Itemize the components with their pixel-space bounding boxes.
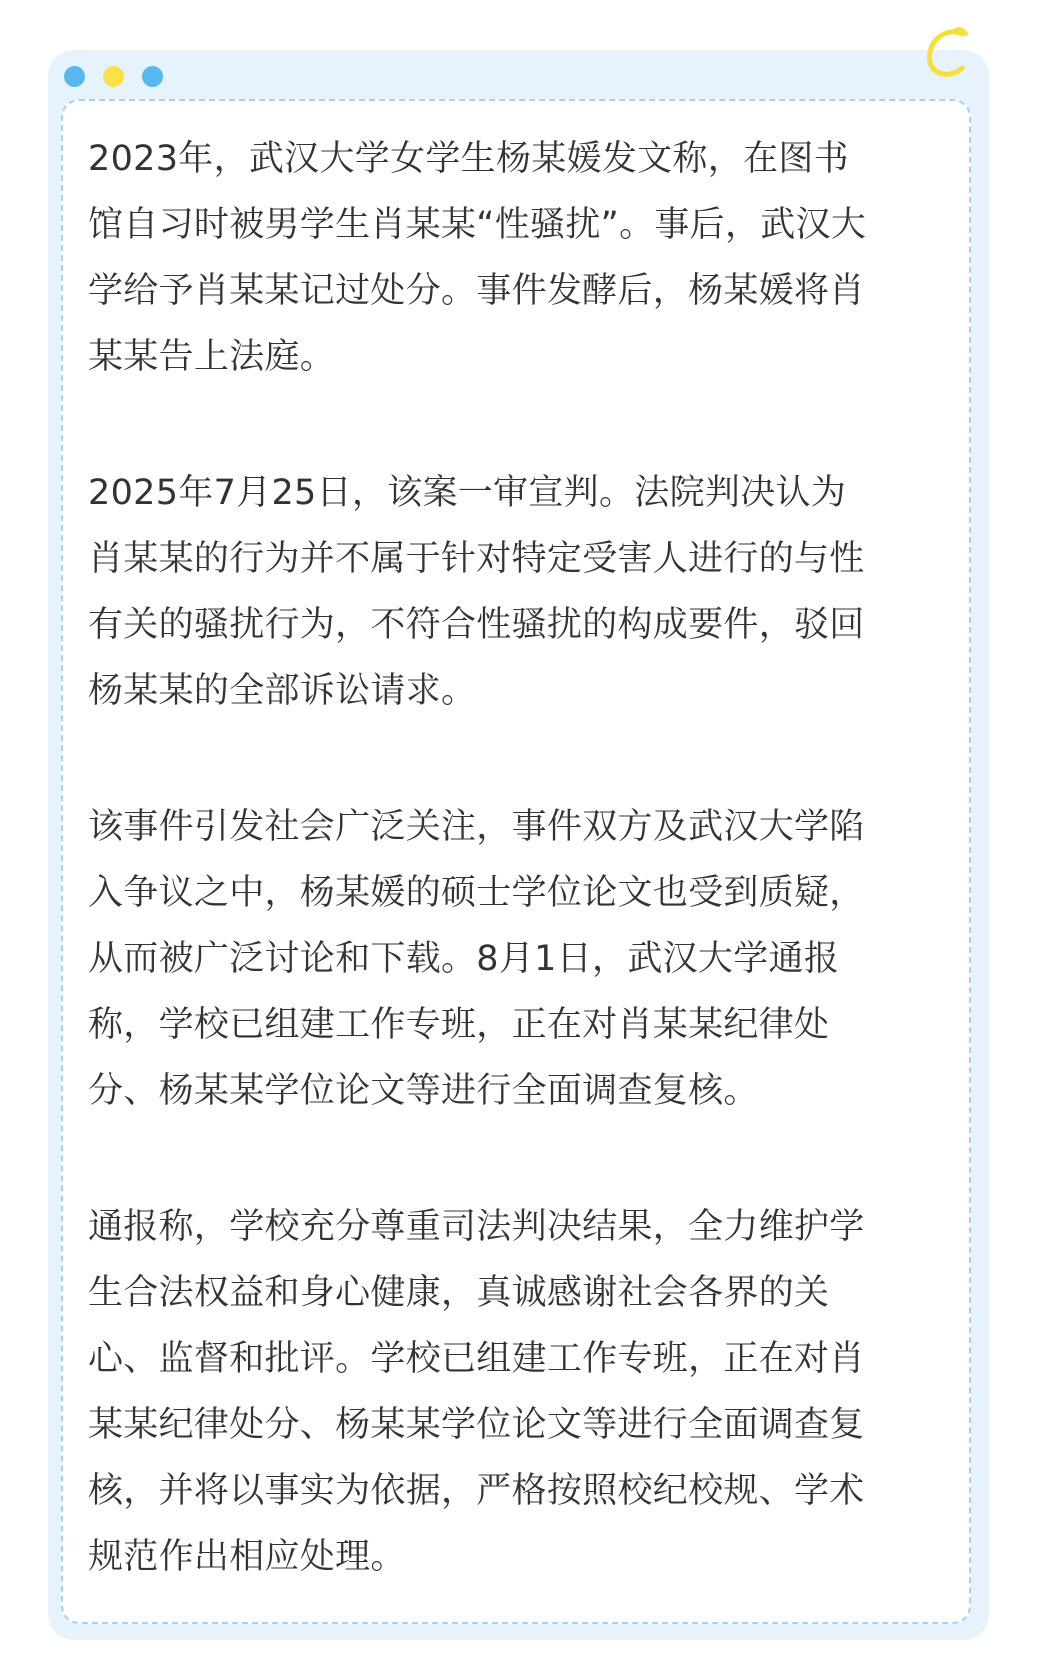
paragraph-1: 2023年，武汉大学女学生杨某媛发文称，在图书 馆自习时被男学生肖某某“性骚扰”。事后，武汉大 学给予肖某某记过处分。事件发酵后，杨某媛将肖 某某告上法庭。 bbox=[88, 139, 867, 377]
paragraph-3: 该事件引发社会广泛关注，事件双方及武汉大学陷 入争议之中，杨某媛的硕士学位论文也受到质疑， 从而被广泛讨论和下载。8月1日，武汉大学通报 称，学校已组建工作专班，正在对肖某某纪律处 分、杨某某学位论文等进行全面调查复核。 bbox=[88, 807, 865, 1111]
paragraph-2: 2025年7月25日，该案一审宣判。法院判决认为 肖某某的行为并不属于针对特定受害人进行的与性 有关的骚扰行为，不符合性骚扰的构成要件，驳回 杨某某的全部诉讼请求。 bbox=[88, 473, 865, 711]
window-dot-yellow-icon bbox=[103, 66, 124, 87]
decorative-swirl-icon bbox=[916, 22, 980, 86]
paragraph-4: 通报称，学校充分尊重司法判决结果，全力维护学 生合法权益和身心健康，真诚感谢社会各界的关 心、监督和批评。学校已组建工作专班，正在对肖 某某纪律处分、杨某某学位论文等进行全面调查复 核，并将以事实为依据，严格按照校纪校规、学术 规范作出相应处理。 bbox=[88, 1207, 865, 1577]
window-dot-blue-icon bbox=[64, 66, 85, 87]
window-dot-blue-icon bbox=[142, 66, 163, 87]
article-body bbox=[88, 126, 958, 1590]
